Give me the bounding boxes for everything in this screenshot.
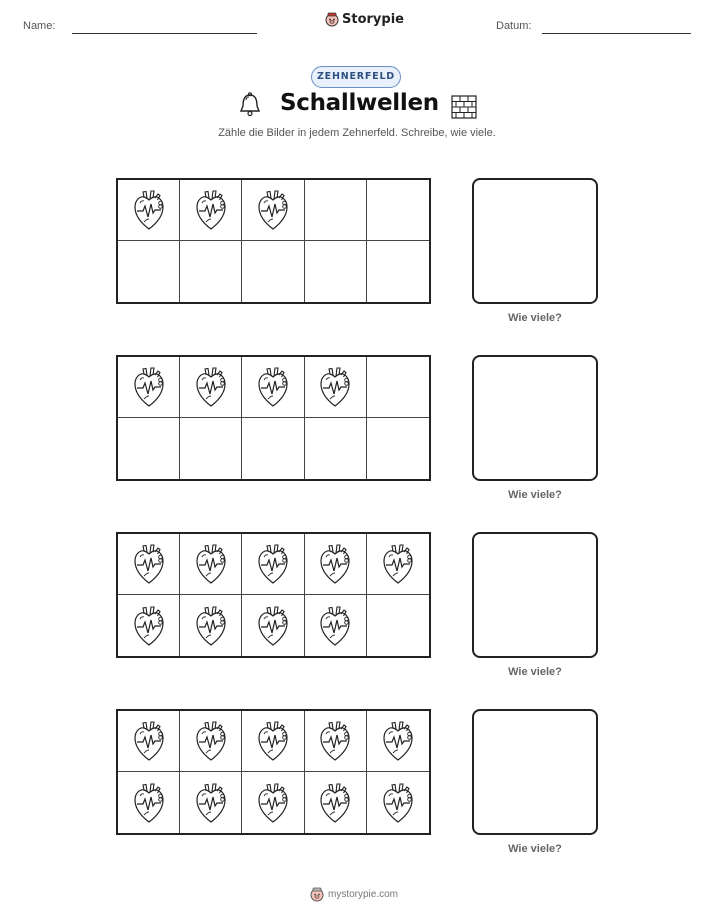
heart-icon — [256, 366, 290, 408]
heart-icon — [256, 605, 290, 647]
frame-cell — [180, 180, 242, 241]
heart-icon — [256, 720, 290, 762]
page-title: Schallwellen — [280, 90, 439, 116]
frame-cell — [118, 534, 180, 595]
heart-icon — [194, 366, 228, 408]
frame-cell — [242, 772, 304, 833]
name-label: Name: — [23, 20, 56, 32]
heart-icon — [194, 605, 228, 647]
heart-icon — [318, 543, 352, 585]
frame-cell — [367, 595, 429, 656]
frame-cell — [180, 534, 242, 595]
frame-cell — [180, 241, 242, 302]
frame-cell — [305, 534, 367, 595]
heart-icon — [132, 543, 166, 585]
frame-cell — [305, 418, 367, 479]
answer-label: Wie viele? — [508, 843, 562, 855]
frame-cell — [305, 180, 367, 241]
heart-icon — [381, 720, 415, 762]
heart-icon — [256, 782, 290, 824]
frame-cell — [305, 241, 367, 302]
ten-frame — [116, 178, 431, 304]
frame-cell — [242, 180, 304, 241]
date-label: Datum: — [496, 20, 532, 32]
wall-icon — [451, 95, 477, 119]
frame-cell — [180, 772, 242, 833]
frame-cell — [118, 772, 180, 833]
frame-cell — [242, 241, 304, 302]
heart-icon — [194, 543, 228, 585]
frame-cell — [367, 357, 429, 418]
heart-icon — [318, 366, 352, 408]
frame-cell — [242, 418, 304, 479]
frame-cell — [367, 534, 429, 595]
frame-cell — [305, 711, 367, 772]
frame-cell — [118, 357, 180, 418]
frame-cell — [367, 418, 429, 479]
frame-cell — [118, 595, 180, 656]
answer-label: Wie viele? — [508, 666, 562, 678]
footer-url: mystorypie.com — [328, 889, 399, 900]
pig-mascot-icon — [325, 12, 339, 27]
frame-cell — [242, 595, 304, 656]
heart-icon — [132, 189, 166, 231]
answer-box[interactable] — [472, 178, 598, 304]
frame-cell — [305, 772, 367, 833]
frame-cell — [118, 241, 180, 302]
instruction-text: Zähle die Bilder in jedem Zehnerfeld. Schreibe, wie viele. — [218, 127, 496, 139]
heart-icon — [194, 720, 228, 762]
answer-box[interactable] — [472, 532, 598, 658]
heart-icon — [381, 543, 415, 585]
heart-icon — [256, 189, 290, 231]
heart-icon — [381, 782, 415, 824]
brand-logo — [325, 12, 404, 27]
heart-icon — [194, 782, 228, 824]
frame-cell — [118, 711, 180, 772]
heart-icon — [132, 605, 166, 647]
frame-cell — [367, 711, 429, 772]
answer-box[interactable] — [472, 709, 598, 835]
frame-cell — [242, 357, 304, 418]
heart-icon — [256, 543, 290, 585]
name-line[interactable] — [72, 33, 257, 34]
footer — [310, 887, 398, 902]
brand-name: Storypie — [342, 12, 404, 27]
answer-label: Wie viele? — [508, 489, 562, 501]
frame-cell — [180, 418, 242, 479]
heart-icon — [132, 782, 166, 824]
frame-cell — [242, 711, 304, 772]
ten-frame — [116, 532, 431, 658]
heart-icon — [318, 782, 352, 824]
frame-cell — [180, 711, 242, 772]
frame-cell — [118, 180, 180, 241]
heart-icon — [132, 720, 166, 762]
answer-label: Wie viele? — [508, 312, 562, 324]
ten-frame — [116, 709, 431, 835]
bell-icon — [238, 92, 262, 118]
heart-icon — [132, 366, 166, 408]
frame-cell — [305, 357, 367, 418]
frame-cell — [180, 357, 242, 418]
frame-cell — [242, 534, 304, 595]
ten-frame — [116, 355, 431, 481]
frame-cell — [180, 595, 242, 656]
category-badge: ZEHNERFELD — [311, 66, 401, 88]
frame-cell — [118, 418, 180, 479]
date-line[interactable] — [542, 33, 691, 34]
heart-icon — [194, 189, 228, 231]
frame-cell — [367, 180, 429, 241]
answer-box[interactable] — [472, 355, 598, 481]
frame-cell — [367, 772, 429, 833]
heart-icon — [318, 720, 352, 762]
pig-mascot-icon — [310, 887, 324, 902]
heart-icon — [318, 605, 352, 647]
frame-cell — [367, 241, 429, 302]
frame-cell — [305, 595, 367, 656]
